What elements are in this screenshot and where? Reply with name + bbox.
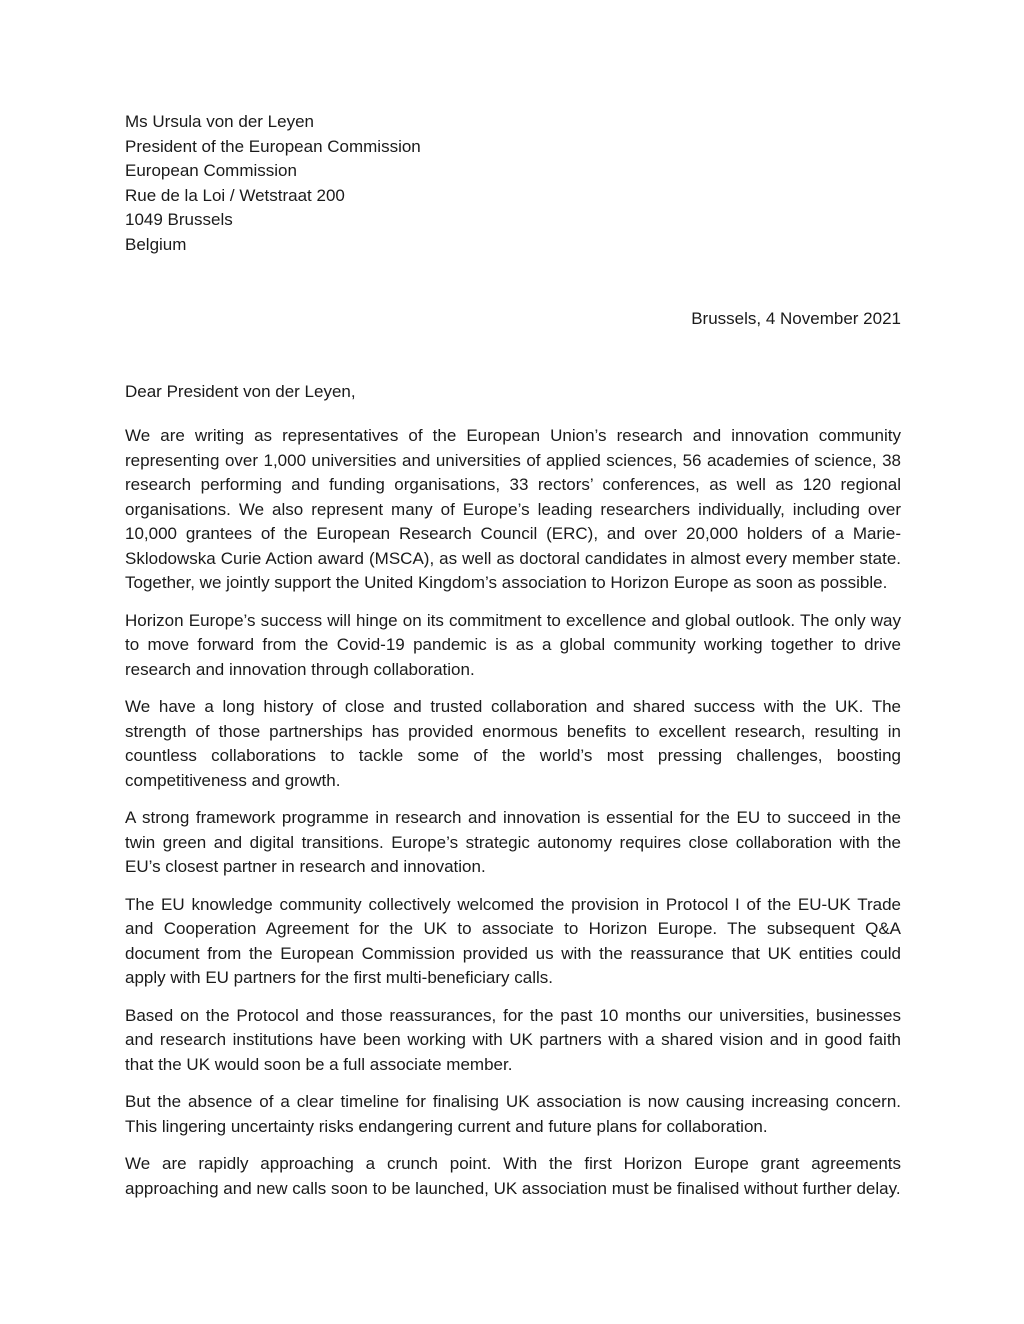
body-paragraph-2: Horizon Europe’s success will hinge on its commitment to excellence and global outlook. The only way to move forward from the Covid-19 pandemic is as a global community working together to drive research and innovation through collaboration.	[125, 610, 901, 679]
recipient-address	[125, 110, 901, 257]
body-paragraph-5: The EU knowledge community collectively welcomed the provision in Protocol I of the EU-UK Trade and Cooperation Agreement for the UK to associate to Horizon Europe. The subsequent Q&A document from the European Commission provided us with the reassurance that UK entities could apply with EU partners for the first multi-beneficiary calls.	[125, 894, 901, 987]
address-line-recipient-title: President of the European Commission	[125, 136, 421, 156]
address-line-city: 1049 Brussels	[125, 210, 233, 229]
dateline: Brussels, 4 November 2021	[691, 309, 901, 328]
address-line-street: Rue de la Loi / Wetstraat 200	[125, 185, 345, 205]
salutation: Dear President von der Leyen,	[125, 381, 356, 401]
body-paragraph-4: A strong framework programme in research and innovation is essential for the EU to succeed in the twin green and digital transitions. Europe’s strategic autonomy requires close collaboration with the EU’s closest partner in research and innovation.	[125, 808, 901, 876]
body-paragraph-8: We are rapidly approaching a crunch point. With the first Horizon Europe grant agreements approaching and new calls soon to be launched, UK association must be finalised without further delay.	[125, 1154, 901, 1198]
body-paragraph-7: But the absence of a clear timeline for finalising UK association is now causing increasing concern. This lingering uncertainty risks endangering current and future plans for collaboration.	[125, 1092, 901, 1136]
address-line-recipient-name: Ms Ursula von der Leyen	[125, 112, 314, 131]
body-paragraph-6: Based on the Protocol and those reassurances, for the past 10 months our universities, businesses and research institutions have been working with UK partners with a shared vision and in good faith that the UK would soon be a full associate member.	[125, 1005, 901, 1074]
address-line-organisation: European Commission	[125, 161, 297, 180]
body-paragraph-3: We have a long history of close and trusted collaboration and shared success with the UK. The strength of those partnerships has provided enormous benefits to excellent research, resulting in countless collaborations to tackle some of the world’s most pressing challenges, boosting competitiveness and growth.	[125, 697, 901, 790]
body-paragraph-1: We are writing as representatives of the European Union’s research and innovation community representing over 1,000 universities and universities of applied sciences, 56 academies of science, 38 research performing and funding organisations, 33 rectors’ conferences, as well as 120 regional organisations. We also represent many of Europe’s leading researchers individually, including over 10,000 grantees of the European Research Council (ERC), and over 20,000 holders of a Marie-Sklodowska Curie Action award (MSCA), as well as doctoral candidates in almost every member state. Together, we jointly support the United Kingdom’s association to Horizon Europe as soon as possible.	[125, 426, 901, 592]
address-line-country: Belgium	[125, 234, 187, 254]
